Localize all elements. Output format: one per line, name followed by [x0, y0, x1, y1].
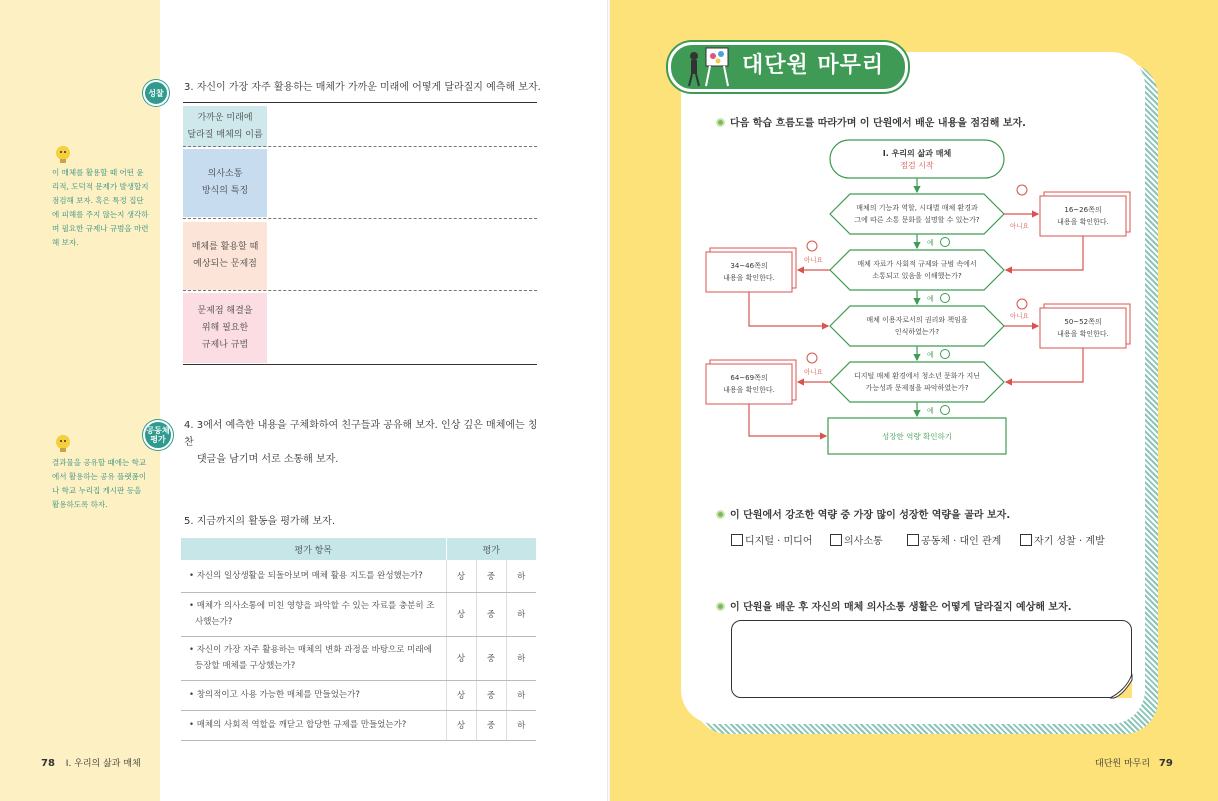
- table-row: • 자신의 일상생활을 되돌아보며 매체 활용 지도를 완성했는가? 상 중 하: [181, 560, 536, 592]
- answer-box[interactable]: [731, 620, 1132, 698]
- table-row: • 매체의 사회적 역할을 깨닫고 합당한 규제를 만들었는가? 상 중 하: [181, 710, 536, 740]
- eval-header-item: 평가 항목: [181, 538, 446, 560]
- reflection-badge: 성찰: [143, 80, 169, 106]
- left-footer: [41, 756, 141, 769]
- checkbox[interactable]: [731, 534, 743, 546]
- checkbox[interactable]: [1020, 534, 1032, 546]
- grade-mid[interactable]: 중: [476, 592, 506, 636]
- yes-label: 예: [927, 239, 934, 247]
- community-eval-badge: 공동체 평가: [143, 420, 173, 450]
- result-3-line-1: 50~52쪽의: [1064, 318, 1102, 326]
- decision-2-line-2: 소통되고 있음을 이해했는가?: [872, 272, 962, 280]
- yes-label: 예: [927, 351, 934, 359]
- left-margin: [0, 0, 160, 801]
- start-subtitle: 점검 시작: [900, 161, 934, 170]
- yes-label: 예: [927, 407, 934, 415]
- result-4-line-1: 64~69쪽의: [730, 374, 768, 382]
- checkbox[interactable]: [907, 534, 919, 546]
- section-3-heading: 이 단원을 배운 후 자신의 매체 의사소통 생활은 어떻게 달라질지 예상해 보자.: [716, 598, 1072, 613]
- page-curl-icon: [1108, 672, 1134, 700]
- grade-low[interactable]: 하: [506, 592, 536, 636]
- decision-2: [830, 250, 1004, 290]
- result-1-line-2: 내용을 확인한다.: [1057, 218, 1109, 226]
- grade-high[interactable]: 상: [446, 560, 476, 592]
- right-footer: [1095, 756, 1173, 769]
- end-label: 성장한 역량 확인하기: [882, 432, 952, 441]
- sad-face-icon: [807, 241, 817, 251]
- decision-1-line-2: 그에 따른 소통 문화를 설명할 수 있는가?: [854, 216, 980, 224]
- decision-4: [830, 362, 1004, 402]
- table-row: • 창의적이고 사용 가능한 매체를 만들었는가? 상 중 하: [181, 680, 536, 710]
- grade-high[interactable]: 상: [446, 592, 476, 636]
- smile-face-icon: [941, 294, 950, 303]
- decision-4-line-1: 디지털 매체 환경에서 청소년 문화가 지닌: [853, 372, 981, 380]
- grade-high[interactable]: 상: [446, 636, 476, 680]
- row-label-problems: 매체를 활용할 때 예상되는 문제점: [183, 222, 267, 290]
- question-4: 4. 3에서 예측한 내용을 구체화하여 친구들과 공유해 보자. 인상 깊은 매체에는 칭찬 댓글을 남기며 서로 소통해 보자.: [184, 420, 538, 465]
- smile-face-icon: [941, 238, 950, 247]
- row-label-media-name: 가까운 미래에 달라질 매체의 이름: [183, 106, 267, 147]
- grade-high[interactable]: 상: [446, 680, 476, 710]
- side-note-2: 결과물을 공유할 때에는 학교 에서 활용하는 공유 플랫폼이 나 학교 누리집 게시판 등을 활용하도록 하자.: [52, 458, 147, 509]
- grade-low[interactable]: 하: [506, 560, 536, 592]
- decision-1-line-1: 매체의 기능과 역할, 시대별 매체 환경과: [856, 204, 978, 212]
- section-2-heading: 이 단원에서 강조한 역량 중 가장 많이 성장한 역량을 골라 보자.: [716, 506, 1010, 521]
- grade-mid[interactable]: 중: [476, 636, 506, 680]
- right-footer-unit: 대단원 마무리: [1095, 759, 1151, 769]
- checkbox[interactable]: [830, 534, 842, 546]
- decision-3-line-2: 인식하였는가?: [894, 328, 940, 336]
- sad-face-icon: [807, 353, 817, 363]
- question-5: 5. 지금까지의 활동을 평가해 보자.: [184, 516, 336, 527]
- no-label: 아니요: [804, 368, 823, 376]
- lightbulb-icon: [52, 432, 74, 454]
- left-footer-unit: Ⅰ. 우리의 삶과 매체: [65, 759, 141, 769]
- start-node: [830, 140, 1004, 178]
- smile-face-icon: [941, 350, 950, 359]
- result-4-line-2: 내용을 확인한다.: [723, 386, 775, 394]
- grade-high[interactable]: 상: [446, 710, 476, 740]
- competency-option-digital[interactable]: 디지털 · 미디어: [731, 532, 813, 547]
- result-2-line-2: 내용을 확인한다.: [723, 274, 775, 282]
- lightbulb-icon: [52, 143, 74, 165]
- eval-header-grade: 평가: [446, 538, 536, 560]
- grade-mid[interactable]: 중: [476, 560, 506, 592]
- row-label-communication: 의사소통 방식의 특징: [183, 149, 267, 217]
- book-spine: [607, 0, 610, 801]
- banner-title: 대단원 마무리: [742, 53, 885, 78]
- decision-1: [830, 194, 1004, 234]
- start-title: Ⅰ. 우리의 삶과 매체: [882, 149, 952, 158]
- evaluation-table: [181, 538, 536, 741]
- no-label: 아니요: [1010, 312, 1029, 320]
- decision-4-line-2: 가능성과 문제점을 파악하였는가?: [865, 384, 969, 392]
- competency-option-reflection[interactable]: 자기 성찰 · 계발: [1020, 532, 1105, 547]
- sad-face-icon: [1017, 185, 1027, 195]
- grade-low[interactable]: 하: [506, 710, 536, 740]
- decision-2-line-1: 매체 자료가 사회적 규제와 규범 속에서: [857, 260, 977, 268]
- sad-face-icon: [1017, 299, 1027, 309]
- grade-low[interactable]: 하: [506, 680, 536, 710]
- result-1-line-1: 16~26쪽의: [1064, 206, 1102, 214]
- row-label-regulations: 문제점 해결을 위해 필요한 규제나 규범: [183, 293, 267, 363]
- question-3: 3. 자신이 가장 자주 활용하는 매체가 가까운 미래에 어떻게 달라질지 예측해 보자.: [184, 82, 541, 93]
- painter-easel-icon: [682, 44, 738, 90]
- smile-face-icon: [941, 406, 950, 415]
- competency-option-communication[interactable]: 의사소통: [830, 532, 883, 547]
- bullet-dot-icon: [716, 602, 725, 611]
- result-3-line-2: 내용을 확인한다.: [1057, 330, 1109, 338]
- table-row: • 자신이 가장 자주 활용하는 매체의 변화 과정을 바탕으로 미래에 등장할 매체를 구상했는가? 상 중 하: [181, 636, 536, 680]
- decision-3-line-1: 매체 이용자로서의 권리와 책임을: [866, 316, 968, 324]
- section-1-heading: 다음 학습 흐름도를 따라가며 이 단원에서 배운 내용을 점검해 보자.: [716, 114, 1026, 129]
- no-label: 아니요: [1010, 222, 1029, 230]
- bullet-dot-icon: [716, 510, 725, 519]
- yes-label: 예: [927, 295, 934, 303]
- grade-low[interactable]: 하: [506, 636, 536, 680]
- learning-flowchart: [700, 136, 1140, 466]
- left-page-number: 78: [41, 758, 55, 769]
- grade-mid[interactable]: 중: [476, 710, 506, 740]
- side-note-1: 이 매체를 활용할 때 어떤 윤 리적, 도덕적 문제가 발생할지 점검해 보자. 혹은 특정 집단 에 피해를 주지 않는지 생각하 며 필요한 규제나 규범을 마련 해 보자.: [52, 168, 149, 247]
- result-2-line-1: 34~46쪽의: [730, 262, 768, 270]
- bullet-dot-icon: [716, 118, 725, 127]
- right-page-number: 79: [1158, 758, 1173, 769]
- decision-3: [830, 306, 1004, 346]
- competency-option-community[interactable]: 공동체 · 대인 관계: [907, 532, 1001, 547]
- no-label: 아니요: [804, 256, 823, 264]
- table-row: • 매체가 의사소통에 미친 영향을 파악할 수 있는 자료를 충분히 조 사했는가? 상 중 하: [181, 592, 536, 636]
- grade-mid[interactable]: 중: [476, 680, 506, 710]
